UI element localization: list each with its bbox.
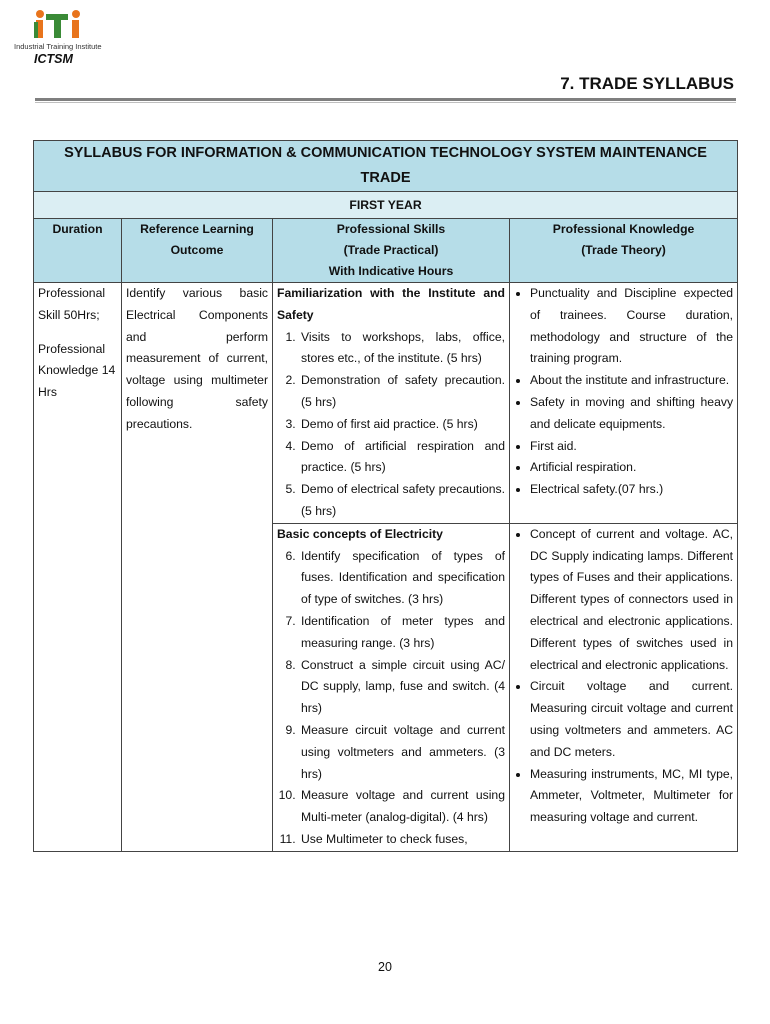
col-skills-line1: Professional Skills bbox=[336, 222, 446, 236]
skills-list-1 bbox=[277, 327, 505, 523]
skills-list-2 bbox=[277, 546, 505, 851]
knowledge-list-1 bbox=[514, 283, 733, 501]
list-item: • Concept of current and voltage. AC, DC Supply indicating lamps. Different types of Fuses and their applications. Different types of connectors used in electrical and electronic applications. Different types of switches used in electrical and electronic applications. bbox=[530, 524, 733, 677]
table-title-row bbox=[34, 141, 738, 192]
year-label: FIRST YEAR bbox=[34, 192, 738, 219]
skills-heading-2: Basic concepts of Electricity bbox=[277, 526, 443, 541]
list-item: 6. Identify specification of types of fuses. Identification and specification of type of switches. (3 hrs) bbox=[299, 546, 505, 611]
list-item: 10. Measure voltage and current using Multi-meter (analog-digital). (4 hrs) bbox=[299, 785, 505, 829]
list-item: • Punctuality and Discipline expected of trainees. Course duration, methodology and structure of the training program. bbox=[530, 283, 733, 370]
list-item: 4. Demo of artificial respiration and practice. (5 hrs) bbox=[299, 436, 505, 480]
col-knowledge-line1: Professional Knowledge bbox=[552, 222, 695, 236]
col-skills-line3: With Indicative Hours bbox=[328, 264, 454, 278]
table-row bbox=[34, 283, 738, 524]
page-number: 20 bbox=[378, 960, 392, 974]
knowledge-list-2 bbox=[514, 524, 733, 829]
header-rule-thin bbox=[35, 102, 736, 103]
list-item: 9. Measure circuit voltage and current using voltmeters and ammeters. (3 hrs) bbox=[299, 720, 505, 785]
col-skills bbox=[273, 219, 510, 283]
duration-knowledge: Professional Knowledge 14 Hrs bbox=[38, 341, 116, 400]
list-item: 7. Identification of meter types and measuring range. (3 hrs) bbox=[299, 611, 505, 655]
col-knowledge bbox=[510, 219, 738, 283]
iti-logo bbox=[14, 10, 102, 51]
list-item: • Electrical safety.(07 hrs.) bbox=[530, 479, 733, 501]
skills-block-2 bbox=[273, 523, 510, 851]
col-skills-line2: (Trade Practical) bbox=[343, 243, 439, 257]
doc-code: ICTSM bbox=[34, 52, 73, 66]
knowledge-block-2 bbox=[510, 523, 738, 851]
list-item: 2. Demonstration of safety precaution. (5 hrs) bbox=[299, 370, 505, 414]
list-item: • Circuit voltage and current. Measuring circuit voltage and current using voltmeters and ammeters. AC and DC meters. bbox=[530, 676, 733, 763]
list-item: • First aid. bbox=[530, 436, 733, 458]
col-outcome: Reference Learning Outcome bbox=[122, 219, 273, 283]
list-item: • About the institute and infrastructure. bbox=[530, 370, 733, 392]
syllabus-table bbox=[33, 140, 738, 852]
outcome-cell: Identify various basic Electrical Components and perform measurement of current, voltage using multimeter following safety precautions. bbox=[122, 283, 273, 852]
logo-mark bbox=[14, 10, 102, 40]
list-item: 1. Visits to workshops, labs, office, stores etc., of the institute. (5 hrs) bbox=[299, 327, 505, 371]
list-item: 8. Construct a simple circuit using AC/ DC supply, lamp, fuse and switch. (4 hrs) bbox=[299, 655, 505, 720]
knowledge-block-1 bbox=[510, 283, 738, 524]
list-item: • Safety in moving and shifting heavy and delicate equipments. bbox=[530, 392, 733, 436]
duration-skill: Professional Skill 50Hrs; bbox=[38, 286, 106, 322]
year-row bbox=[34, 192, 738, 219]
table-title: SYLLABUS FOR INFORMATION & COMMUNICATION TECHNOLOGY SYSTEM MAINTENANCE TRADE bbox=[34, 141, 738, 192]
list-item: • Measuring instruments, MC, MI type, Ammeter, Voltmeter, Multimeter for measuring voltage and current. bbox=[530, 764, 733, 829]
list-item: • Artificial respiration. bbox=[530, 457, 733, 479]
skills-block-1 bbox=[273, 283, 510, 524]
col-knowledge-line2: (Trade Theory) bbox=[581, 243, 666, 257]
list-item: 3. Demo of first aid practice. (5 hrs) bbox=[299, 414, 505, 436]
list-item: 5. Demo of electrical safety precautions. (5 hrs) bbox=[299, 479, 505, 523]
logo-text: Industrial Training Institute bbox=[14, 42, 102, 51]
header-rule bbox=[35, 98, 736, 101]
skills-heading-1: Familiarization with the Institute and Safety bbox=[277, 286, 505, 322]
col-duration: Duration bbox=[34, 219, 122, 283]
list-item: 11. Use Multimeter to check fuses, bbox=[299, 829, 505, 851]
duration-cell bbox=[34, 283, 122, 852]
column-header-row bbox=[34, 219, 738, 283]
section-title: 7. TRADE SYLLABUS bbox=[560, 74, 734, 93]
